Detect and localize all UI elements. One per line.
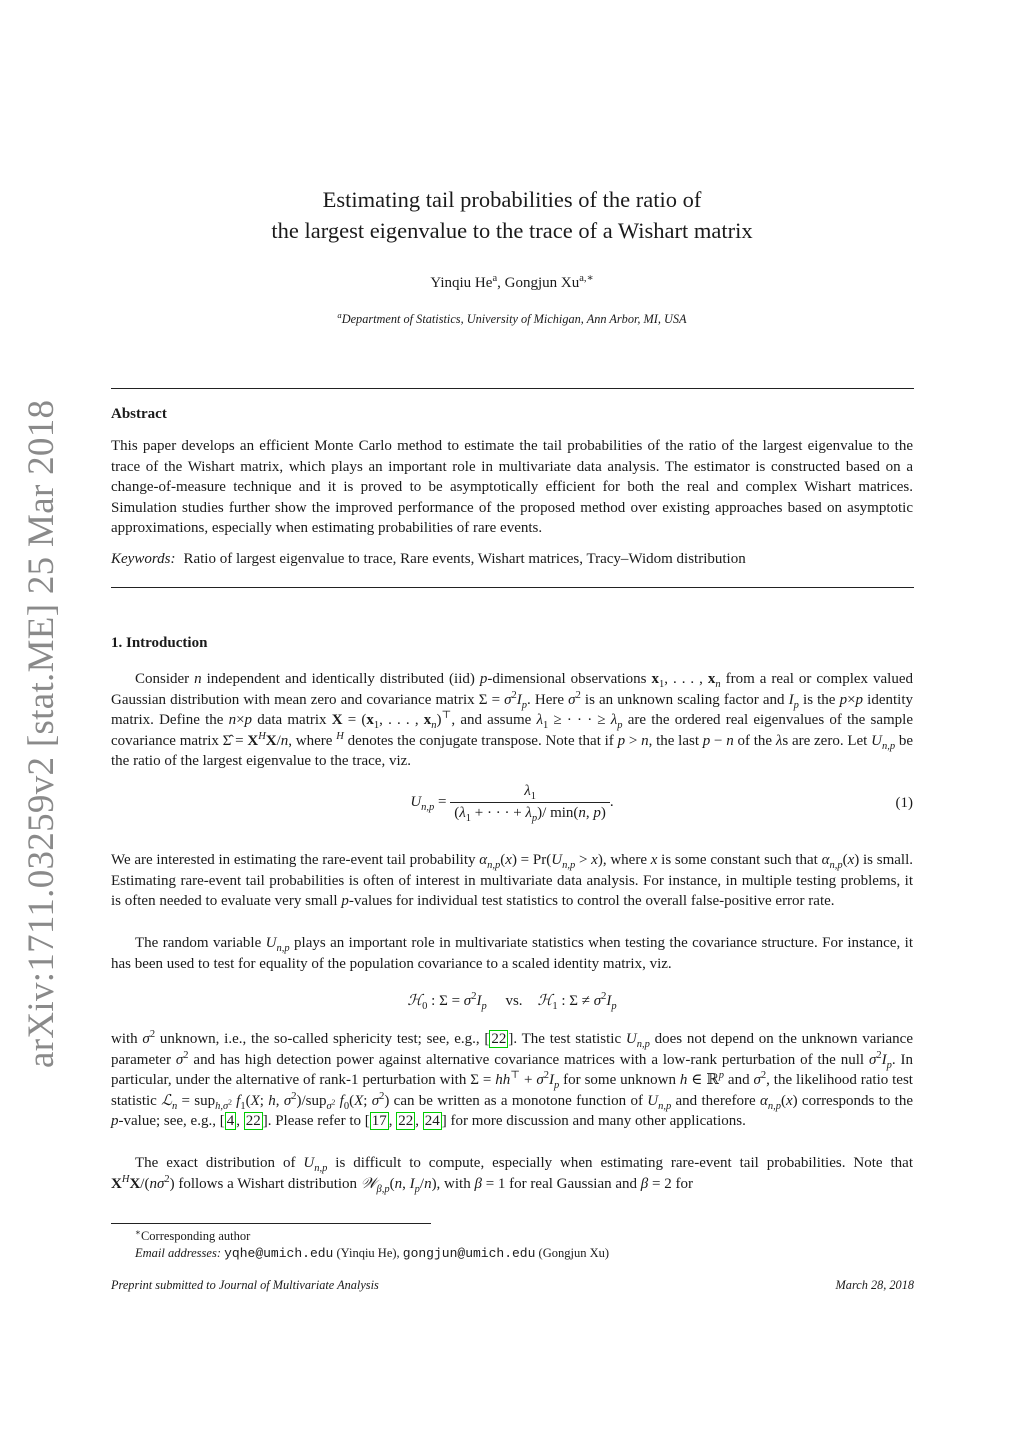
author-list bbox=[112, 275, 912, 292]
affiliation bbox=[112, 309, 912, 327]
author-2-affil-mark: a,∗ bbox=[579, 273, 594, 284]
citation-link[interactable]: 22 bbox=[245, 1113, 261, 1130]
email-label: Email addresses: bbox=[135, 1246, 221, 1260]
email-owner-2: (Gongjun Xu) bbox=[538, 1246, 610, 1260]
eq1-fraction: $\frac{\lambda_1}{(\lambda_1 + \cdot \cdot \cdot + \lambda_p)/ \min(n, p)}$ bbox=[450, 783, 610, 822]
email-owner-1: (Yinqiu He), bbox=[336, 1246, 400, 1260]
citation-link[interactable]: 22 bbox=[491, 1031, 507, 1047]
intro-paragraph-4: with $\sigma^2$ unknown, i.e., the so-called sphericity test; see, e.g., [ 22 ]. The test statistic $U_{n,p}$ does not depend on the unknown variance parameter $\sigma^2$ and has high detection power against alternative covariance matrices with a low-rank perturbation of the null $\sigma^2I_p$. In particular, under the alternative of rank-1 perturbation with $\Sigma = hh^⊤ + \sigma^2I_p$ for some unknown h ∈ ℝ$^p$ and $\sigma^2$, the likelihood ratio test statistic ℒ$_n$ = sup$_{h,\sigma^2}$ $f_1(X$; h, $\sigma^2)/sup_{\sigma^2}$ $f_0(X$; $\sigma^2$) can be written as a monotone function of $U_{n,p}$ and therefore $\alpha_{n,p}(x)$ corresponds to the p-value; see, e.g., [ 4 , 22 ]. Please refer to [ 17 , 22 , 24 ] for more discussion and many other applications. bbox=[111, 1029, 914, 1130]
equation-1-number: (1) bbox=[895, 795, 913, 811]
affiliation-mark: a bbox=[337, 309, 342, 320]
footnote-corresponding-text: Corresponding author bbox=[140, 1229, 251, 1243]
email-link-2[interactable]: gongjun@umich.edu bbox=[402, 1246, 536, 1261]
abstract-top-rule bbox=[111, 388, 914, 389]
keywords bbox=[111, 551, 746, 568]
footnote-emails bbox=[135, 1246, 609, 1261]
keywords-label: Keywords: bbox=[111, 551, 176, 567]
citation-link[interactable]: 24 bbox=[424, 1113, 440, 1130]
arxiv-sidebar-stamp: arXiv:1711.03259v2 [stat.ME] 25 Mar 2018 bbox=[21, 399, 62, 1068]
abstract-heading: Abstract bbox=[111, 406, 167, 422]
affiliation-text: Department of Statistics, University of Michigan, Ann Arbor, MI, USA bbox=[341, 312, 687, 326]
equation-1: $U_{n,p}$ = $\frac{\lambda_1}{(\lambda_1 + \cdot \cdot \cdot + \lambda_p)/ \min(n, p)}$ . (1) bbox=[410, 783, 913, 824]
author-1-affil-mark: a bbox=[492, 273, 498, 284]
abstract-bottom-rule bbox=[111, 587, 914, 588]
citation-link[interactable]: 17 bbox=[371, 1113, 387, 1130]
footnote-corresponding bbox=[135, 1226, 251, 1244]
title-line-2: the largest eigenvalue to the trace of a Wishart matrix bbox=[271, 218, 753, 243]
title-line-1: Estimating tail probabilities of the ratio of bbox=[322, 187, 702, 212]
section-1-heading: 1. Introduction bbox=[111, 635, 208, 651]
author-1: Yinqiu He bbox=[430, 275, 493, 291]
email-link-1[interactable]: yqhe@umich.edu bbox=[224, 1246, 334, 1261]
hypothesis-equation: ℋ$_0$ : $\Sigma = \sigma^2I_p$ vs. ℋ$_1$ : $\Sigma \ne \sigma^2I_p$ bbox=[407, 991, 617, 1012]
author-separator: , bbox=[497, 275, 505, 291]
footer-date: March 28, 2018 bbox=[835, 1278, 914, 1292]
footnote-mark: ∗ bbox=[135, 1226, 141, 1237]
intro-paragraph-1: Consider n independent and identically distributed (iid) p-dimensional observations $x_1$, . . . , $x_n$ from a real or complex valued Gaussian distribution with mean zero and covariance matrix $\Sigma = \sigma^2I_p$. Here $\sigma^2$ is an unknown scaling factor and $I_p$ is the p×p identity matrix. Define the n×p data matrix $X = (x_1$, . . . , $x_n)^⊤$, and assume $\lambda_1$ ≥ · · · ≥ $\lambda_p$ are the ordered real eigenvalues of the sample covariance matrix Σ̂ = $X^HX/n$, where $^H$ denotes the conjugate transpose. Note that if p > n, the last p − n of the λs are zero. Let $U_{n,p}$ be the ratio of the largest eigenvalue to the trace, viz. bbox=[111, 671, 914, 770]
intro-paragraph-2: We are interested in estimating the rare-event tail probability $\alpha_{n,p}(x) = Pr(U_{n,p} > x)$, where x is some constant such that $\alpha_{n,p}(x)$ is small. Estimating rare-event tail probabilities is often of interest in multivariate data analysis. For instance, in multiple testing problems, it is often needed to evaluate very small p-values for individual test statistics to control the overall false-positive error rate. bbox=[111, 852, 914, 910]
footer-journal: Preprint submitted to Journal of Multivariate Analysis bbox=[111, 1278, 379, 1292]
abstract-text: This paper develops an efficient Monte Carlo method to estimate the tail probabilities of the ratio of the largest eigenvalue to the trace of the Wishart matrix, which plays an important role in multivariate data analysis. The estimator is constructed based on a change-of-measure technique and it is proved to be asymptotically efficient for both the real and complex Wishart matrices. Simulation studies further show the improved performance of the proposed method over existing approaches based on asymptotic approximations, especially when estimating probabilities of rare events. bbox=[111, 438, 913, 537]
author-2: Gongjun Xu bbox=[504, 275, 580, 291]
paper-title bbox=[112, 184, 912, 246]
citation-link[interactable]: 4 bbox=[226, 1113, 235, 1130]
intro-paragraph-5: The exact distribution of $U_{n,p}$ is difficult to compute, especially when estimating rare-event tail probabilities. Note that $X^HX/(n\sigma^2)$ follows a Wishart distribution 𝒲$_{\beta,p}$(n, $I_p/n$), with β = 1 for real Gaussian and β = 2 for bbox=[111, 1155, 913, 1195]
intro-paragraph-3: The random variable $U_{n,p}$ plays an important role in multivariate statistics when testing the covariance structure. For instance, it has been used to test for equality of the population covariance to a scaled identity matrix, viz. bbox=[111, 935, 913, 972]
keywords-list: Ratio of largest eigenvalue to trace, Rare events, Wishart matrices, Tracy–Widom distribution bbox=[183, 551, 746, 567]
citation-link[interactable]: 22 bbox=[398, 1113, 414, 1130]
footnote-rule bbox=[111, 1223, 431, 1224]
